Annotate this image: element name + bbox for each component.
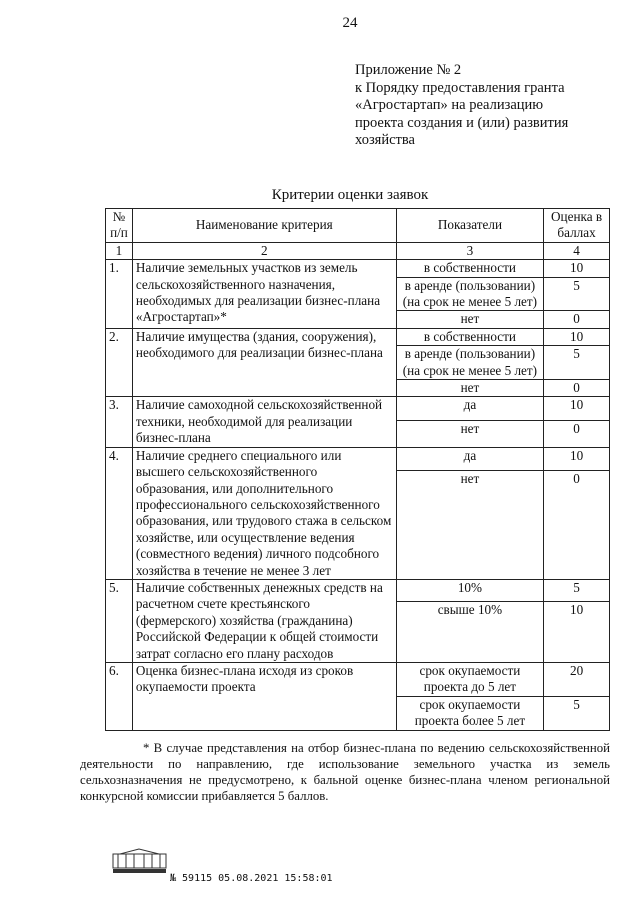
score: 0 <box>544 380 610 397</box>
indicator: в собственности <box>396 260 543 277</box>
table-title: Критерии оценки заявок <box>271 187 429 203</box>
row-num: 4. <box>106 447 133 579</box>
appendix-line: хозяйства <box>355 132 415 148</box>
registration-stamp: № 59115 05.08.2021 15:58:01 <box>170 873 333 884</box>
indicator: в собственности <box>396 328 543 345</box>
score: 5 <box>544 346 610 380</box>
column-number: 2 <box>132 242 396 259</box>
score: 5 <box>544 696 610 730</box>
indicator: нет <box>396 470 543 579</box>
score: 10 <box>544 260 610 277</box>
appendix-line: «Агростартап» на реализацию <box>355 97 544 113</box>
page-number: 24 <box>342 15 358 31</box>
row-num: 1. <box>106 260 133 329</box>
header-num: № п/п <box>106 209 133 243</box>
indicator: срок окупаемости проекта более 5 лет <box>396 696 543 730</box>
score: 10 <box>544 397 610 420</box>
indicator: да <box>396 397 543 420</box>
criterion-name: Наличие среднего специального или высшего сельскохозяйственного образования, или дополнительного профессионального сельскохозяйственного образования, или трудового стажа в сельском хозяйстве, или осуществление ведения (совместного ведения) личного подсобного хозяйства в течение не менее 3 лет <box>132 447 396 579</box>
score: 20 <box>544 662 610 696</box>
score: 10 <box>544 328 610 345</box>
score: 5 <box>544 579 610 601</box>
indicator: нет <box>396 380 543 397</box>
appendix-line: к Порядку предоставления гранта <box>355 79 565 96</box>
criterion-name: Оценка бизнес-плана исходя из сроков окупаемости проекта <box>132 662 396 730</box>
indicator: 10% <box>396 579 543 601</box>
header-name: Наименование критерия <box>132 209 396 243</box>
criteria-table <box>105 208 610 731</box>
indicator: срок окупаемости проекта до 5 лет <box>396 662 543 696</box>
appendix-line: Приложение № 2 <box>355 62 462 78</box>
criterion-name: Наличие земельных участков из земель сельскохозяйственного назначения, необходимых для реализации бизнес-плана «Агростартап»* <box>132 260 396 329</box>
score: 10 <box>544 447 610 470</box>
row-num: 3. <box>106 397 133 447</box>
registry-stamp-logo-icon <box>112 848 167 874</box>
column-number: 1 <box>106 242 133 259</box>
footnote-text: * В случае представления на отбор бизнес-плана по ведению сельскохозяйственной деятельности по направлению, где использование земельного участка из земель сельхозназначения не предусмотрено, к бальной оценке бизнес-плана членом региональной конкурсной комиссии прибавляется 5 баллов. <box>80 741 610 803</box>
criterion-name: Наличие собственных денежных средств на расчетном счете крестьянского (фермерского) хозяйства (гражданина) Российской Федерации к общей стоимости затрат согласно его плану расходов <box>132 579 396 662</box>
header-indicators: Показатели <box>396 209 543 243</box>
row-num: 2. <box>106 328 133 397</box>
criterion-name: Наличие самоходной сельскохозяйственной техники, необходимой для реализации бизнес-плана <box>132 397 396 447</box>
header-score: Оценка в баллах <box>544 209 610 243</box>
score: 0 <box>544 420 610 447</box>
indicator: свыше 10% <box>396 601 543 662</box>
indicator: в аренде (пользовании) (на срок не менее 5 лет) <box>396 277 543 311</box>
appendix-header <box>355 62 625 150</box>
score: 5 <box>544 277 610 311</box>
footnote <box>80 740 610 804</box>
indicator: нет <box>396 420 543 447</box>
column-number: 3 <box>396 242 543 259</box>
score: 10 <box>544 601 610 662</box>
indicator: нет <box>396 311 543 328</box>
row-num: 6. <box>106 662 133 730</box>
indicator: да <box>396 447 543 470</box>
column-number: 4 <box>544 242 610 259</box>
row-num: 5. <box>106 579 133 662</box>
appendix-line: проекта создания и (или) развития <box>355 114 569 131</box>
score: 0 <box>544 311 610 328</box>
criterion-name: Наличие имущества (здания, сооружения), необходимого для реализации бизнес-плана <box>132 328 396 397</box>
indicator: в аренде (пользовании) (на срок не менее 5 лет) <box>396 346 543 380</box>
score: 0 <box>544 470 610 579</box>
